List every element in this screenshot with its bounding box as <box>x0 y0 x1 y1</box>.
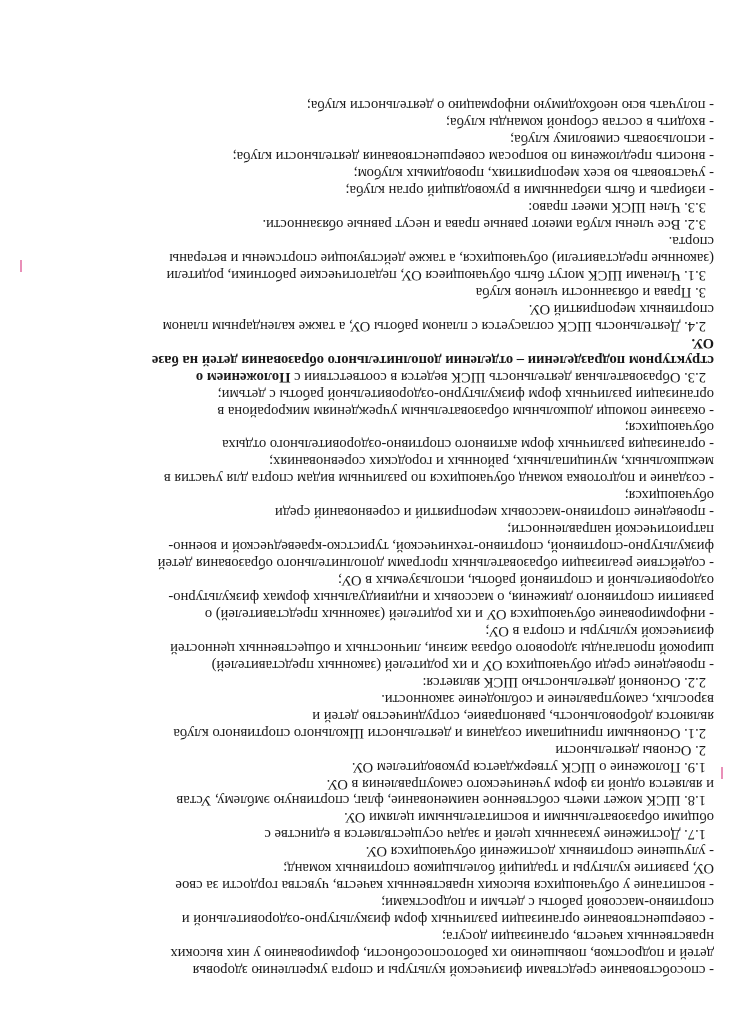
text-line-content: физкультурно-спортивной, спортивно-технической, туристско-краеведческой и военно- <box>168 538 714 555</box>
text-line-content: - проведение среди обучающихся ОУ и их родителей (законных представителей) <box>211 656 714 673</box>
text-line-content: оздоровительной и спортивной работы, используемых в ОУ; <box>337 572 714 589</box>
text-line-content: - получать всю необходимую информацию о деятельности клуба; <box>306 97 714 114</box>
text-line-content: детей и подростков, повышению их работоспособности, формированию у них высоких <box>170 945 714 962</box>
text-line <box>84 825 714 842</box>
text-line <box>84 300 714 317</box>
text-line <box>84 469 714 486</box>
text-line <box>84 775 714 792</box>
text-line <box>84 385 714 402</box>
text-line <box>84 419 714 436</box>
text-line <box>84 181 714 198</box>
text-line <box>84 147 714 164</box>
text-line <box>84 944 714 961</box>
text-line-content: - содействие реализации образовательных программ дополнительного образования детей <box>157 555 714 572</box>
text-line-content: 3.3. Член ШСК имеет право: <box>528 199 706 216</box>
pink-margin-mark <box>20 260 22 272</box>
text-line <box>84 588 714 605</box>
text-line-content: - способствование средствами физической культуры и спорта укреплению здоровья <box>192 962 714 978</box>
text-line <box>84 571 714 588</box>
text-line <box>84 266 714 283</box>
text-line <box>84 707 714 724</box>
text-line <box>84 232 714 249</box>
text-line-content: нравственных качеств, организации досуга; <box>441 928 714 945</box>
text-line-content: - совершенствование организации различных форм физкультурно-оздоровительной и <box>181 911 714 928</box>
text-line <box>84 605 714 622</box>
text-line <box>84 452 714 469</box>
text-line <box>84 402 714 419</box>
text-line <box>84 486 714 503</box>
text-line-content: 1.8. ШСК может иметь собственное наименование, флаг, спортивную эмблему, Устав <box>176 792 706 809</box>
text-line-content: 2.4. Деятельность ШСК согласуется с планом работы ОУ, а также календарным планом <box>162 317 706 334</box>
text-line <box>84 520 714 537</box>
text-line-content: ОУ, развитие культуры и традиций болельщиков спортивных команд; <box>283 860 714 877</box>
text-line <box>84 656 714 673</box>
text-line <box>84 368 714 385</box>
bold-reference: Положением о <box>195 368 291 385</box>
text-line <box>84 893 714 910</box>
text-line-content: - улучшение спортивных достижений обучающихся ОУ. <box>365 843 714 860</box>
text-line-content: 1.9. Положение о ШСК утверждается руководителем ОУ. <box>351 758 706 775</box>
text-line-content: 3.1. Членами ШСК могут быть обучающиеся ОУ, педагогические работники, родители <box>166 266 706 283</box>
text-line <box>84 164 714 181</box>
text-line <box>84 741 714 758</box>
text-line <box>84 215 714 232</box>
text-line <box>84 639 714 656</box>
text-line-content: - информирование обучающихся ОУ и их родителей (законных представителей) о <box>204 605 714 622</box>
text-line <box>84 808 714 825</box>
text-line-content: структурном подразделении – отделении дополнительного образования детей на базе <box>151 351 714 368</box>
text-line <box>84 724 714 741</box>
text-line-content: патриотической направленности; <box>507 521 714 538</box>
text-line <box>84 198 714 215</box>
text-line-content: межшкольных, муниципальных, районных и городских соревнованиях; <box>269 453 714 470</box>
text-line-content: и является одной из форм ученического самоуправления в ОУ. <box>326 775 714 792</box>
text-line-content: 2.1. Основными принципами создания и деятельности Школьного спортивного клуба <box>173 724 706 741</box>
text-line <box>84 351 714 368</box>
text-line-content: - организация различных форм активного спортивно-оздоровительного отдыха <box>222 436 714 453</box>
text-line-content: развитии спортивного движения, о массовых и индивидуальных формах физкультурно- <box>168 589 714 606</box>
text-line-content: широкой пропаганды здорового образа жизни, личностных и общественных ценностей <box>170 639 714 656</box>
text-line <box>84 859 714 876</box>
text-line-content: 1.7. Достижение указанных целей и задач осуществляется в единстве с <box>264 826 706 843</box>
text-line <box>84 249 714 266</box>
text-line <box>84 96 714 113</box>
text-line-content: ОУ. <box>691 334 714 351</box>
text-line <box>84 317 714 334</box>
text-line-content: - создание и подготовка команд обучающихся по различным видам спорта для участия в <box>163 470 714 487</box>
text-line <box>84 792 714 809</box>
text-line-content: 2.2. Основной деятельностью ШСК является: <box>422 673 706 690</box>
text-line <box>84 554 714 571</box>
text-line-content: спортивно-массовой работы с детьми и подростками; <box>381 894 714 911</box>
text-line <box>84 283 714 300</box>
text-line <box>84 842 714 859</box>
text-line-content: (законные представители) обучающихся, а также действующие спортсмены и ветераны <box>169 249 714 266</box>
text-line <box>84 690 714 707</box>
text-line-content: - оказание помощи дошкольным образовательным учреждениям микрорайона в <box>217 402 714 419</box>
text-line <box>84 910 714 927</box>
text-line-content: 3. Права и обязанности членов клуба <box>475 283 706 300</box>
text-line-content: - избирать и быть избранными в руководящий орган клуба; <box>345 182 714 199</box>
pink-margin-mark <box>721 767 723 779</box>
text-line <box>84 961 714 978</box>
text-line-content: - входить в состав сборной команды клуба; <box>445 114 714 131</box>
text-line <box>84 876 714 893</box>
text-line-content: спортивных мероприятий ОУ. <box>528 300 714 317</box>
text-line <box>84 622 714 639</box>
text-line <box>84 927 714 944</box>
text-line <box>84 503 714 520</box>
text-line-content: являются добровольность, равноправие, сотрудничество детей и <box>312 707 714 724</box>
text-line-content: - участвовать во всех мероприятиях, проводимых клубом; <box>353 165 714 182</box>
text-line <box>84 113 714 130</box>
text-line-content: общими образовательными и воспитательными целями ОУ. <box>344 809 714 826</box>
text-line-content: 3.2. Все члены клуба имеют равные права и несут равные обязанности. <box>262 216 706 233</box>
text-line <box>84 673 714 690</box>
text-line-content: 2.3. Образовательная деятельность ШСК ведется в соответствии с <box>290 368 706 385</box>
document-body <box>84 96 714 978</box>
text-line <box>84 758 714 775</box>
text-line <box>84 436 714 453</box>
text-line-content: спорта. <box>668 233 714 250</box>
text-line-content: взрослых, самоуправление и соблюдение законности. <box>381 690 714 707</box>
text-line-content: - вносить предложения по вопросам совершенствования деятельности клуба; <box>232 148 714 165</box>
text-line-content: организации различных форм физкультурно-оздоровительной работы с детьми; <box>217 385 714 402</box>
text-line <box>84 130 714 147</box>
text-line-content: - воспитание у обучающихся высоких нравственных качеств, чувства гордости за свое <box>175 877 714 894</box>
text-line-content: - проведение спортивно-массовых мероприятий и соревнований среди <box>274 504 714 521</box>
text-line-content: физической культуры и спорта в ОУ; <box>485 622 714 639</box>
text-line-content: - использовать символику клуба; <box>510 131 714 148</box>
text-line-content: обучающихся; <box>624 487 714 504</box>
text-line-content: обучающихся; <box>624 419 714 436</box>
text-line <box>84 537 714 554</box>
text-line <box>84 334 714 351</box>
text-line-content: 2. Основы деятельности <box>555 741 706 758</box>
